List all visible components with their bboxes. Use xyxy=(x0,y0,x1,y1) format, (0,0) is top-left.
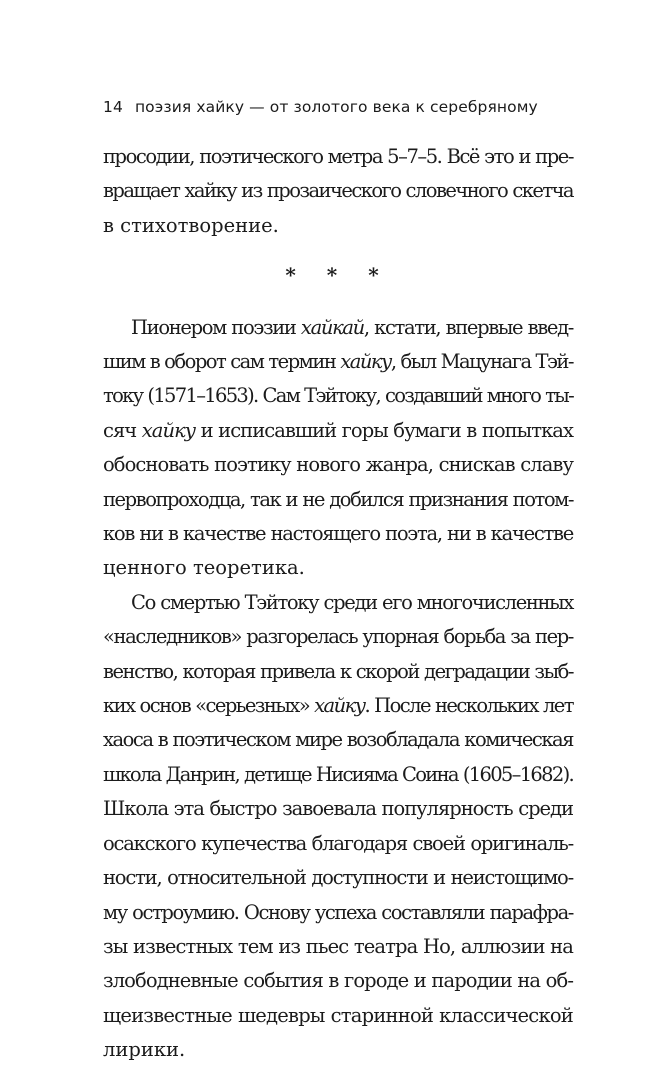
text-line: Школа эта быстро завоевала популярность среди xyxy=(103,797,573,821)
text-line: Со смертью Тэйтоку среди его многочисленных xyxy=(131,590,573,614)
paragraph-teitoku xyxy=(103,311,573,586)
text-line: лирики. xyxy=(103,1038,186,1062)
paragraph-danrin xyxy=(103,586,573,1068)
text-line: му остроумию. Основу успеха составляли парафра- xyxy=(103,900,573,924)
text-line: ности, относительной доступности и неистощимо- xyxy=(103,866,573,890)
page-number: 14 xyxy=(103,98,123,116)
section-separator: * * * xyxy=(285,263,391,288)
text-line: школа Данрин, детище Нисияма Соина (1605–1682). xyxy=(103,762,573,786)
text-line: венство, которая привела к скорой деградации зыб- xyxy=(103,659,573,683)
text-line: первопроходца, так и не добился признания потом- xyxy=(103,487,573,511)
text-line: ких основ «серьезных» хайку. После нескольких лет xyxy=(103,694,573,718)
italic-term: хайку xyxy=(340,350,391,374)
italic-term: хайку xyxy=(314,694,365,718)
text-line: щеизвестные шедевры старинной классической xyxy=(103,1003,573,1027)
running-head xyxy=(103,97,573,117)
text-line: вращает хайку из прозаического словечного скетча xyxy=(103,179,573,203)
text-line: току (1571–1653). Сам Тэйтоку, создавший много ты- xyxy=(103,384,573,408)
text-line: обосновать поэтику нового жанра, снискав славу xyxy=(103,453,573,477)
text-line: просодии, поэтического метра 5–7–5. Всё это и пре- xyxy=(103,145,573,168)
text-line: осакского купечества благодаря своей оригиналь- xyxy=(103,831,573,855)
text-line: в стихотворение. xyxy=(103,213,279,237)
text-line: «наследников» разгорелась упорная борьба за пер- xyxy=(103,625,573,649)
text-line: зы известных тем из пьес театра Но, аллюзии на xyxy=(103,934,573,958)
paragraph-continued xyxy=(103,140,573,243)
text-line: ценного теоретика. xyxy=(103,556,305,580)
text-line: хаоса в поэтическом мире возобладала комическая xyxy=(103,728,573,752)
text-line: Пионером поэзии хайкай, кстати, впервые введ- xyxy=(131,315,574,339)
text-line: ков ни в качестве настоящего поэта, ни в качестве xyxy=(103,522,573,546)
running-title: поэзия хайку — от золотого века к серебряному xyxy=(134,98,538,116)
text-line: шим в оборот сам термин хайку, был Мацунага Тэй- xyxy=(103,350,573,374)
text-line: сяч хайку и исписавший горы бумаги в попытках xyxy=(103,418,573,442)
text-line: злободневные события в городе и пародии на об- xyxy=(103,969,573,993)
italic-term: хайкай xyxy=(300,315,364,339)
italic-term: хайку xyxy=(141,418,196,442)
book-page xyxy=(103,0,574,1062)
body-text xyxy=(103,140,573,1068)
